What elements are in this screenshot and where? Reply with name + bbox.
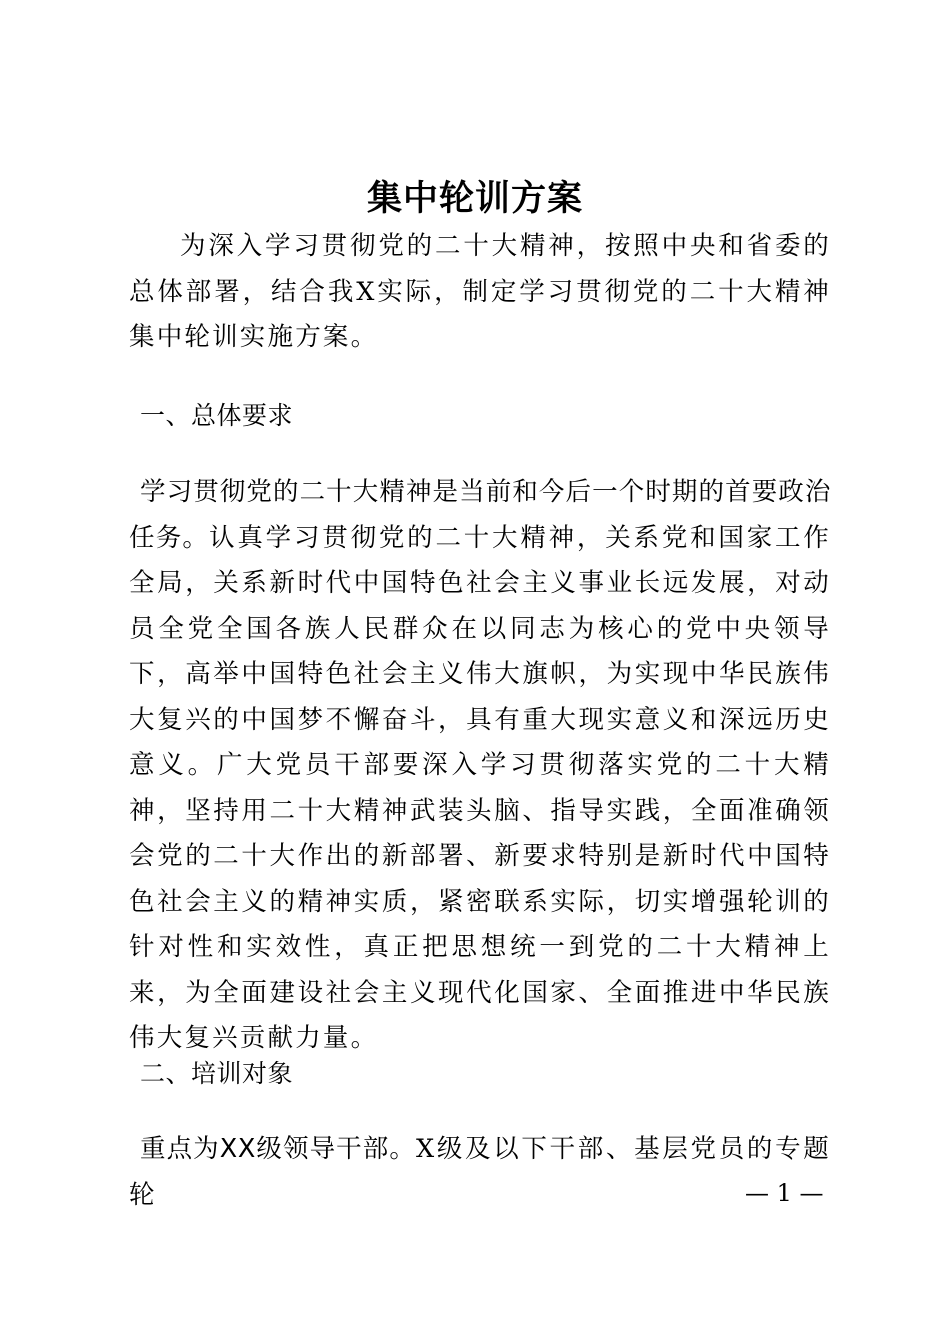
section-heading-training-targets: 二、培训对象 (140, 1059, 294, 1088)
section-body-text: X级及以下干部、基层党员的专题轮 (129, 1134, 832, 1210)
intro-paragraph: 为深入学习贯彻党的二十大精神，按照中央和省委的总体部署，结合我X实际，制定学习贯彻党的二十大精神集中轮训实施方案。 (129, 231, 831, 352)
section-lead-sentence: 学习贯彻党的二十大精神是当前和今后一个时期的首要政治任务。 (129, 477, 831, 553)
section-body-training-targets (129, 1127, 831, 1218)
section-body-general-requirements (129, 470, 831, 1062)
section-body-text: 认真学习贯彻党的二十大精神，关系党和国家工作全局，关系新时代中国特色社会主义事业长远发展，对动员全党全国各族人民群众在以同志为核心的党中央领导下，高举中国特色社会主义伟大旗帜，为实现中华民族伟大复兴的中国梦不懈奋斗，具有重大现实意义和深远历史意义。广大党员干部要深入学习贯彻落实党的二十大精神，坚持用二十大精神武装头脑、指导实践，全面准确领会党的二十大作出的新部署、新要求特别是新时代中国特色社会主义的精神实质，紧密联系实际，切实增强轮训的针对性和实效性，真正把思想统一到党的二十大精神上来，为全面建设社会主义现代化国家、全面推进中华民族伟大复兴贡献力量。 (129, 522, 831, 1053)
section-lead-sentence: 重点为XX级领导干部。 (140, 1134, 416, 1164)
page-number: — 1 — (745, 1179, 824, 1207)
document-title: 集中轮训方案 (366, 178, 583, 219)
section-heading-general-requirements: 一、总体要求 (140, 401, 294, 430)
